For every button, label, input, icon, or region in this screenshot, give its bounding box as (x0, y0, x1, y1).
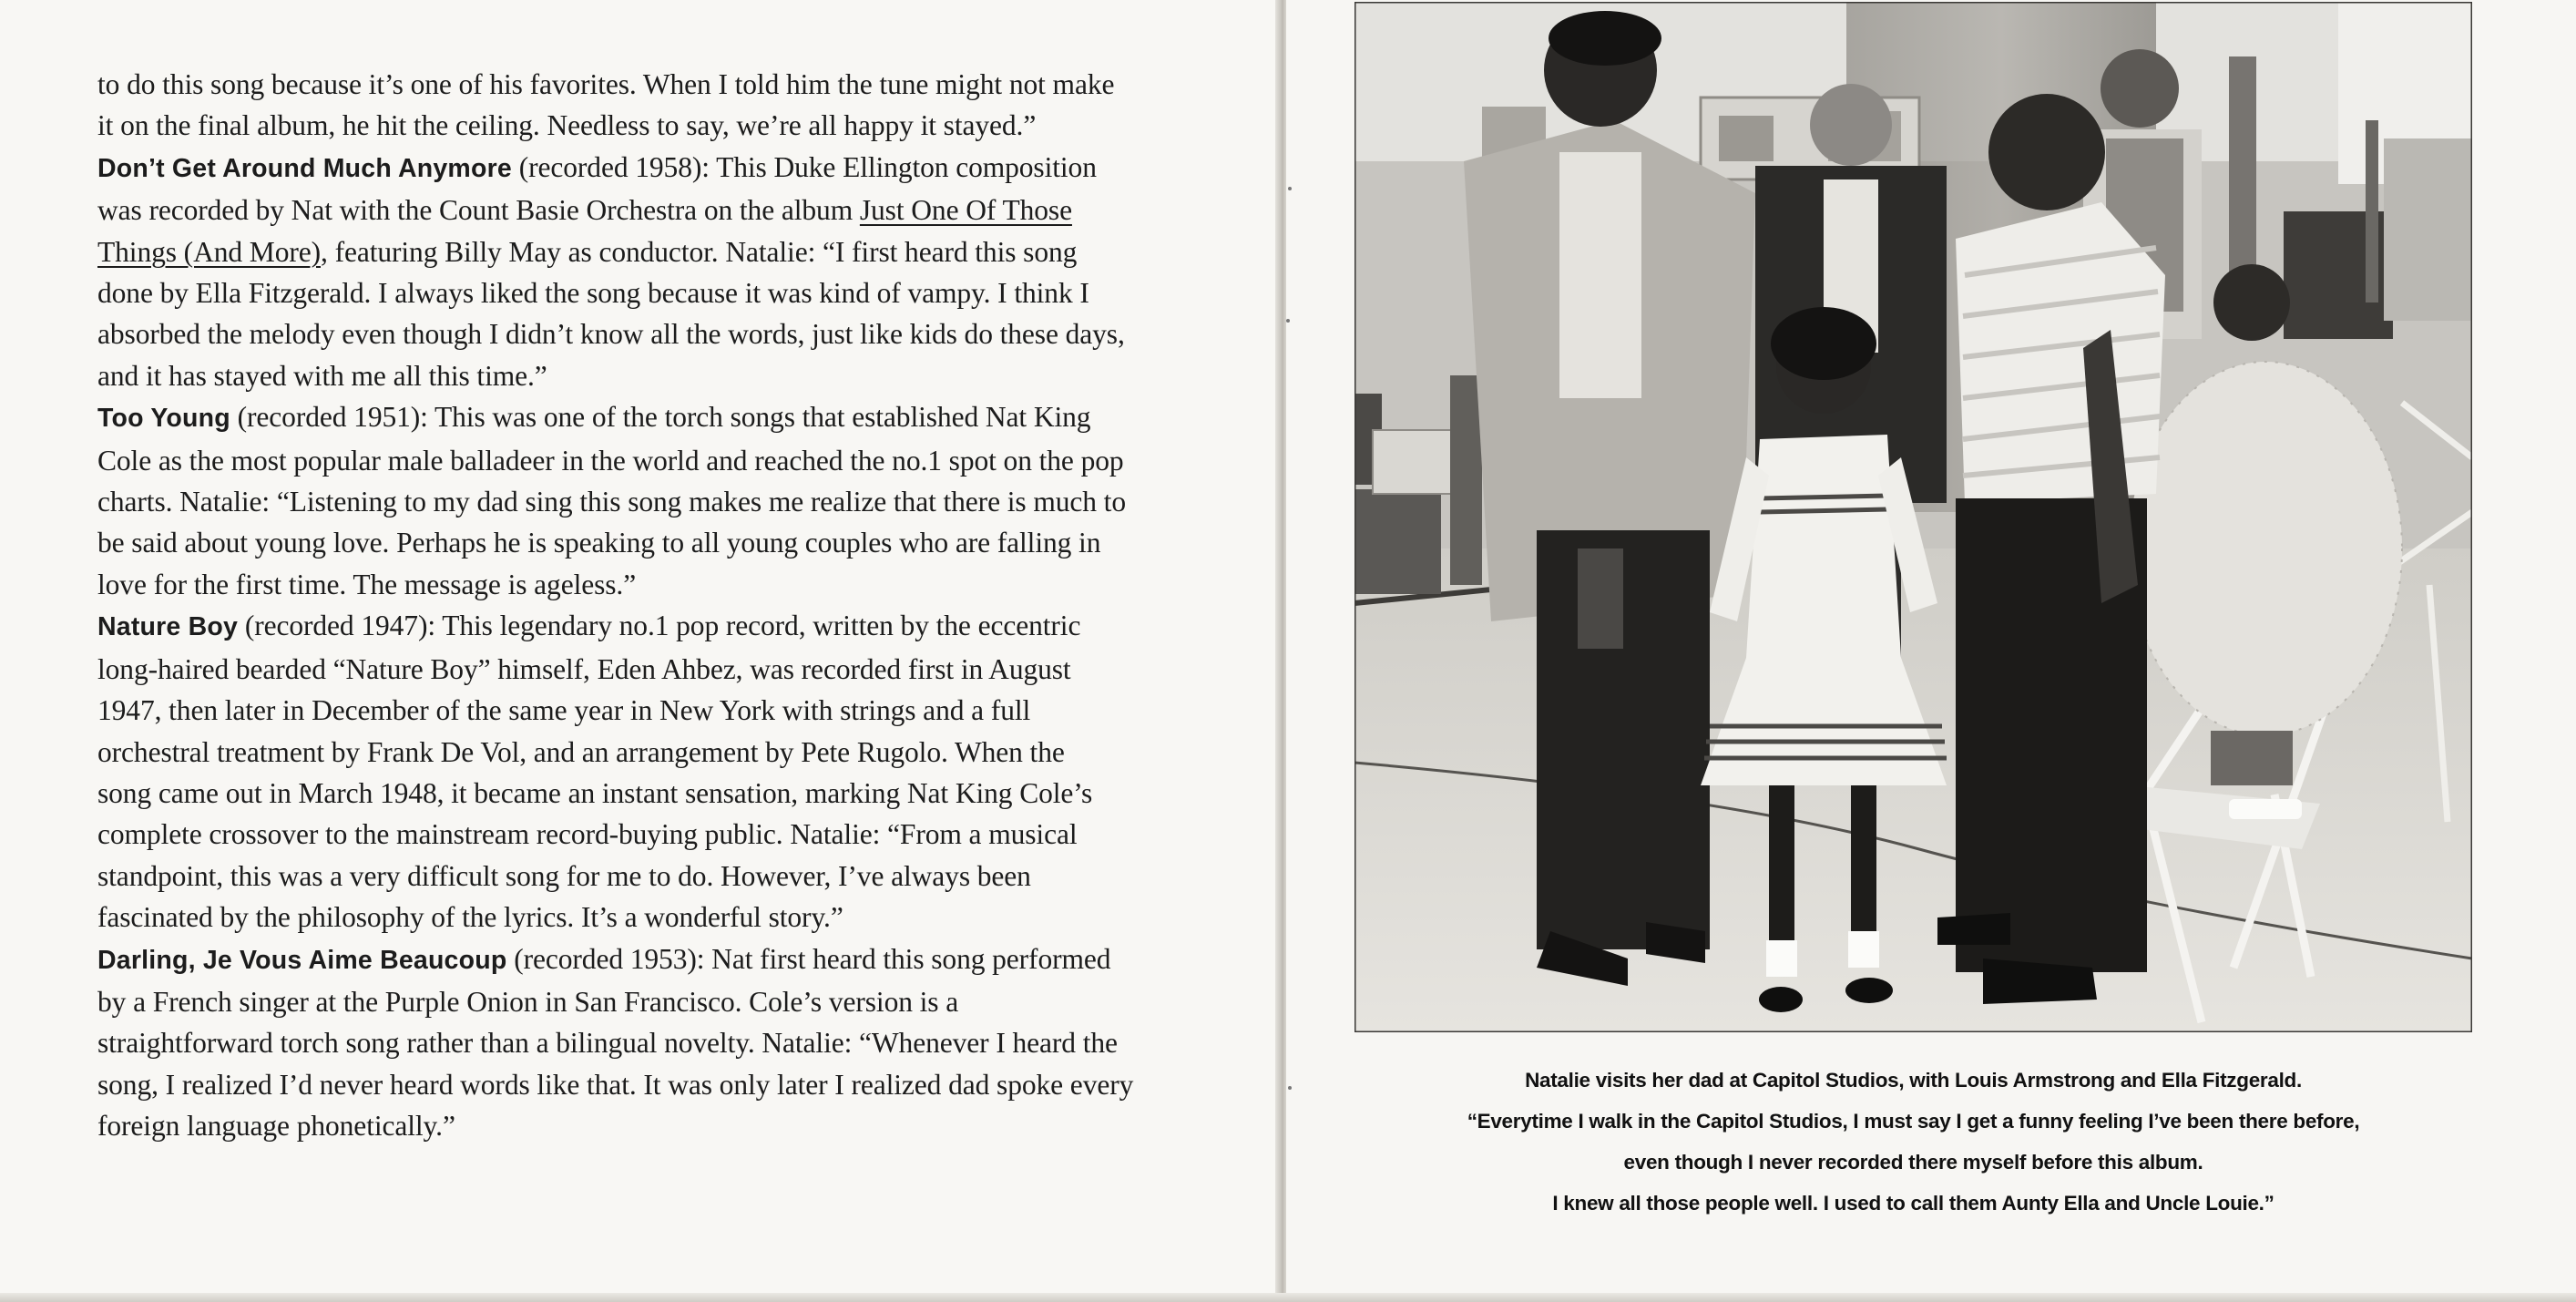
text-line (97, 396, 1236, 439)
body-text: it on the final album, he hit the ceiling. Needless to say, we’re all happy it stayed.” (97, 109, 1037, 142)
caption-line: even though I never recorded there myself before this album. (1623, 1151, 2203, 1174)
body-text: , featuring Billy May as conductor. Natalie: “I first heard this song (321, 235, 1078, 268)
text-line (97, 313, 1236, 354)
text-line (97, 190, 1236, 231)
song-title: Darling, Je Vous Aime Beaucoup (97, 945, 507, 975)
song-title: Too Young (97, 404, 230, 434)
text-line (97, 1022, 1236, 1063)
binding-mark (1288, 187, 1292, 190)
text-line (97, 440, 1236, 481)
text-line (97, 1064, 1236, 1105)
song-title: Nature Boy (97, 612, 239, 642)
body-text: Cole as the most popular male balladeer in the world and reached the no.1 spot on the pop (97, 444, 1124, 477)
text-line (97, 649, 1236, 690)
text-line (97, 605, 1236, 648)
album-title: Things (And More) (97, 235, 322, 268)
body-text: to do this song because it’s one of his favorites. When I told him the tune might not make (97, 68, 1115, 100)
text-line (97, 231, 1236, 272)
body-text: song came out in March 1948, it became an instant sensation, marking Nat King Cole’s (97, 776, 1093, 809)
binding-mark (1288, 1086, 1292, 1090)
text-line (97, 64, 1236, 105)
body-text: was recorded by Nat with the Count Basie Orchestra on the album (97, 194, 860, 227)
text-line (97, 897, 1236, 938)
text-line (97, 481, 1236, 522)
body-text: be said about young love. Perhaps he is speaking to all young couples who are falling in (97, 527, 1101, 559)
booklet-bottom-edge (0, 1293, 2576, 1302)
text-line (97, 938, 1236, 981)
body-text: done by Ella Fitzgerald. I always liked the song because it was kind of vampy. I think I (97, 277, 1089, 310)
body-text: (recorded 1953): Nat first heard this song performed (506, 942, 1111, 975)
body-text: complete crossover to the mainstream record-buying public. Natalie: “From a musical (97, 818, 1078, 851)
left-page (0, 0, 1277, 1302)
text-line (97, 1105, 1236, 1146)
album-title: Just One Of Those (859, 194, 1072, 227)
caption-line: I knew all those people well. I used to call them Aunty Ella and Uncle Louie.” (1552, 1192, 2274, 1215)
text-line (97, 773, 1236, 814)
caption-line: Natalie visits her dad at Capitol Studios, with Louis Armstrong and Ella Fitzgerald. (1525, 1069, 2302, 1092)
body-text: long-haired bearded “Nature Boy” himself, Eden Ahbez, was recorded first in August (97, 652, 1071, 685)
photo-illustration (1354, 2, 2472, 1032)
text-line (97, 147, 1236, 190)
body-text: foreign language phonetically.” (97, 1110, 455, 1143)
binding-mark (1286, 319, 1290, 323)
caption-line: “Everytime I walk in the Capitol Studios, I must say I get a funny feeling I’ve been there before, (1467, 1110, 2360, 1133)
body-text: orchestral treatment by Frank De Vol, and an arrangement by Pete Rugolo. When the (97, 735, 1065, 768)
body-text: by a French singer at the Purple Onion in San Francisco. Cole’s version is a (97, 985, 959, 1018)
body-text: standpoint, this was a very difficult song for me to do. However, I’ve always been (97, 859, 1031, 892)
text-line (97, 522, 1236, 563)
body-text: (recorded 1947): This legendary no.1 pop record, written by the eccentric (238, 610, 1081, 642)
text-line (97, 856, 1236, 897)
photo-caption (1354, 1060, 2472, 1224)
body-text: love for the first time. The message is ageless.” (97, 568, 637, 600)
body-text: song, I realized I’d never heard words like that. It was only later I realized dad spoke every (97, 1068, 1134, 1101)
body-text: and it has stayed with me all this time.” (97, 359, 547, 392)
text-line (97, 690, 1236, 731)
body-text: (recorded 1951): This was one of the torch songs that established Nat King (230, 401, 1091, 434)
body-text: fascinated by the philosophy of the lyrics. It’s a wonderful story.” (97, 901, 843, 934)
liner-notes-text (97, 64, 1236, 1147)
text-line (97, 272, 1236, 313)
song-title: Don’t Get Around Much Anymore (97, 153, 512, 183)
body-text: 1947, then later in December of the same year in New York with strings and a full (97, 694, 1031, 727)
body-text: (recorded 1958): This Duke Ellington composition (511, 150, 1097, 183)
text-line (97, 732, 1236, 773)
text-line (97, 564, 1236, 605)
text-line (97, 355, 1236, 396)
text-line (97, 105, 1236, 146)
studio-photo (1354, 2, 2472, 1032)
body-text: straightforward torch song rather than a bilingual novelty. Natalie: “Whenever I heard the (97, 1027, 1118, 1060)
body-text: charts. Natalie: “Listening to my dad sing this song makes me realize that there is much to (97, 486, 1126, 518)
body-text: absorbed the melody even though I didn’t know all the words, just like kids do these days, (97, 318, 1125, 351)
text-line (97, 981, 1236, 1022)
text-line (97, 814, 1236, 855)
